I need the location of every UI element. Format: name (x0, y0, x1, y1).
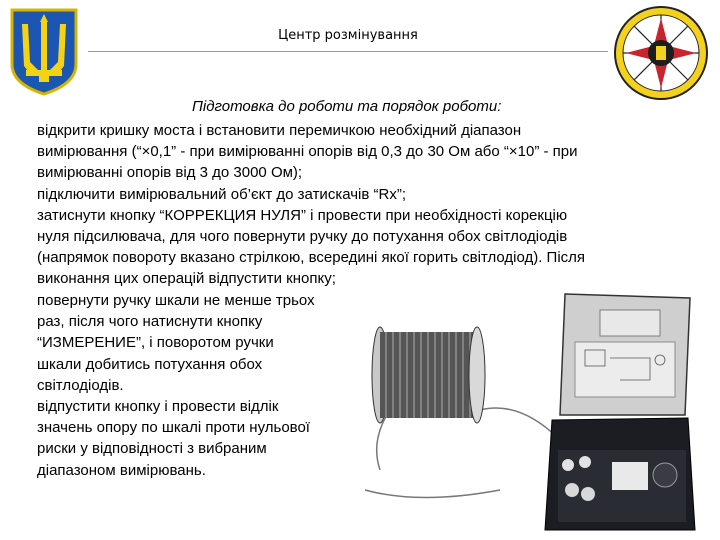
text-line: відпустити кнопку і провести відлік (37, 398, 279, 416)
text-line: (напрямок повороту вказано стрілкою, всередині якої горить світлодіод). Після (37, 249, 586, 267)
text-line: повернути ручку шкали не менше трьох (37, 292, 315, 309)
section-subtitle: Підготовка до роботи та порядок роботи: (192, 98, 502, 115)
text-line: нуля підсилювача, для чого повернути ручку до потухання обох світлодіодів (37, 228, 568, 246)
demining-center-badge-icon (612, 4, 710, 102)
text-line: значень опору по шкалі проти нульової (37, 419, 310, 437)
text-line: “ИЗМЕРЕНИЕ”, і поворотом ручки (37, 334, 274, 352)
instructions-text (37, 120, 687, 290)
header-bar (88, 20, 608, 52)
header-divider (88, 51, 608, 52)
text-line: раз, після чого натиснути кнопку (37, 313, 263, 331)
text-line: риски у відповідності з вибраним (37, 440, 267, 458)
text-line: вимірювання (“×0,1” - при вимірюванні опорів від 0,3 до 30 Ом або “×10” - при (37, 143, 578, 161)
ukraine-trident-emblem-icon (8, 6, 80, 96)
text-line: вимірюванні опорів від 3 до 3000 Ом); (37, 164, 303, 182)
text-line: підключити вимірювальний об’єкт до затискачів “Rх”; (37, 185, 406, 203)
text-line: шкали добитись потухання обох (37, 355, 263, 373)
text-line: діапазоном вимірювань. (37, 461, 206, 479)
text-line: виконання цих операцій відпустити кнопку; (37, 270, 336, 288)
page-title: Центр розмінування (278, 28, 418, 43)
instructions-text-continued (37, 290, 377, 481)
text-line: світлодіодів. (37, 376, 124, 394)
bridge-measuring-device-image (360, 290, 700, 535)
text-line: затиснути кнопку “КОРРЕКЦИЯ НУЛЯ” і провести при необхідності корекцію (37, 206, 568, 224)
text-line: відкрити кришку моста і встановити перемичкою необхідний діапазон (37, 122, 522, 139)
